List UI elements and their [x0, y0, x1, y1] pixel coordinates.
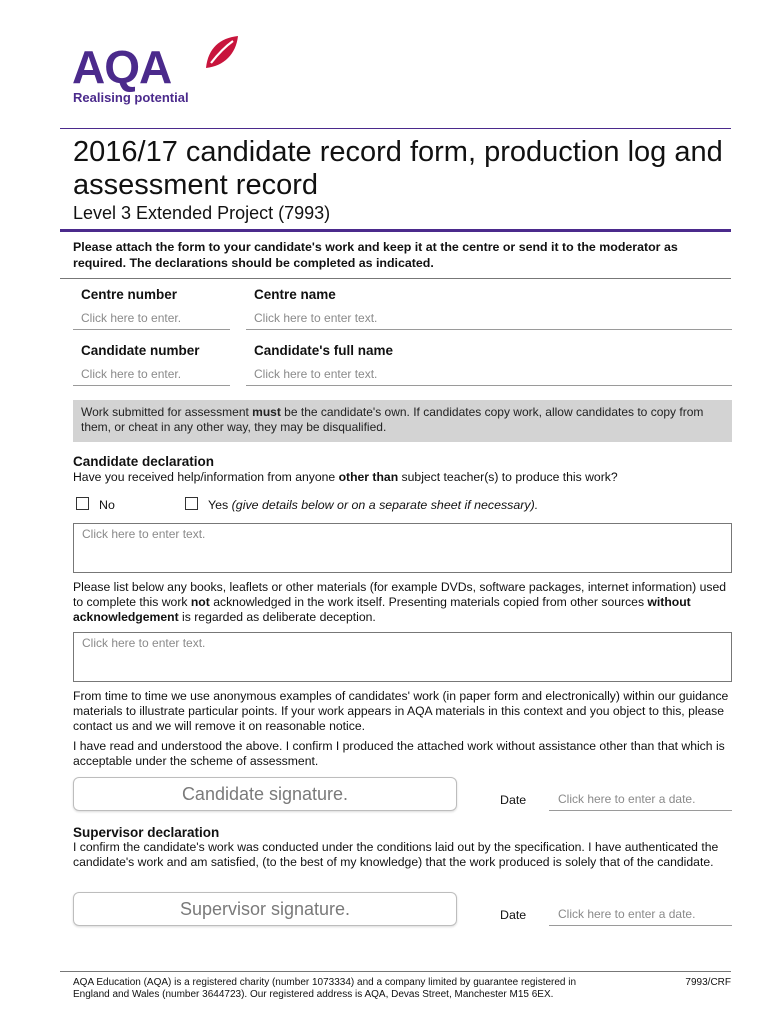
- notice-text-start: Work submitted for assessment: [81, 405, 253, 419]
- footer-text: AQA Education (AQA) is a registered charity (number 1073334) and a company limited by guarantee registered in England and Wales (number 3644723). Our registered address is AQA, Devas Street, Manchester M15 6EX.: [73, 977, 577, 1000]
- help-question: [73, 470, 738, 485]
- logo-tagline: Realising potential: [73, 90, 189, 105]
- header-rule: [60, 128, 731, 129]
- title-rule: [60, 229, 731, 232]
- page-title: 2016/17 candidate record form, production log and assessment record: [73, 136, 723, 201]
- materials-text-3: is regarded as deliberate deception.: [178, 609, 376, 624]
- supervisor-declaration-text: I confirm the candidate's work was conducted under the conditions laid out by the specification. I have authenticated the candidate's work and am satisfied, (to the best of my knowledge) that the work produced is solely that of the candidate.: [73, 840, 719, 869]
- candidate-name-field[interactable]: Click here to enter text.: [246, 366, 732, 386]
- supervisor-date-label: Date: [500, 908, 527, 922]
- materials-emphasis-without: without acknowledgement: [73, 594, 691, 624]
- supervisor-date-field[interactable]: Click here to enter a date.: [549, 906, 732, 926]
- instructions-rule: [60, 278, 731, 279]
- plagiarism-notice: [73, 400, 732, 442]
- centre-number-label: Centre number: [81, 287, 178, 302]
- centre-name-label: Centre name: [254, 287, 336, 302]
- candidate-name-label: Candidate's full name: [254, 343, 393, 358]
- help-question-emphasis: other than: [338, 470, 399, 484]
- anonymous-use-text: From time to time we use anonymous examples of candidates' work (in paper form and electronically) within our guidance materials to illustrate particular points. If your work appears in AQA materials in this context and you object to this, please contact us and we will remove it on reasonable notice.: [73, 689, 729, 733]
- leaf-icon: [202, 34, 240, 70]
- candidate-number-label: Candidate number: [81, 343, 200, 358]
- yes-label-text: Yes: [208, 498, 229, 512]
- yes-label: [208, 498, 538, 512]
- form-code: 7993/CRF: [685, 977, 731, 988]
- supervisor-signature-field[interactable]: Supervisor signature.: [73, 892, 457, 926]
- candidate-date-field[interactable]: Click here to enter a date.: [549, 791, 732, 811]
- no-checkbox[interactable]: [76, 497, 89, 510]
- yes-checkbox[interactable]: [185, 497, 198, 510]
- notice-emphasis: must: [252, 405, 281, 419]
- notice-text-end: be the candidate's own. If candidates copy work, allow candidates to copy from them, or cheat in any other way, they may be disqualified.: [81, 405, 704, 434]
- candidate-declaration-heading: Candidate declaration: [73, 454, 215, 469]
- instructions-text: Please attach the form to your candidate's work and keep it at the centre or send it to the moderator as required. The declarations should be completed as indicated.: [73, 240, 678, 270]
- help-question-start: Have you received help/information from anyone: [73, 470, 339, 484]
- candidate-date-label: Date: [500, 793, 527, 807]
- materials-emphasis-not: not: [190, 594, 210, 609]
- candidate-number-field[interactable]: Click here to enter.: [73, 366, 230, 386]
- help-question-end: subject teacher(s) to produce this work?: [398, 470, 618, 484]
- materials-text-2: acknowledged in the work itself. Presenting materials copied from other sources: [209, 594, 648, 609]
- aqa-logo: [72, 34, 242, 109]
- centre-number-field[interactable]: Click here to enter.: [73, 310, 230, 330]
- centre-name-field[interactable]: Click here to enter text.: [246, 310, 732, 330]
- confirmation-text: I have read and understood the above. I confirm I produced the attached work without assistance other than that which is acceptable under the scheme of assessment.: [73, 739, 725, 768]
- materials-text-1: Please list below any books, leaflets or other materials (for example DVDs, software packages, internet information) used to complete this work: [73, 580, 727, 609]
- yes-label-note: (give details below or on a separate sheet if necessary).: [231, 498, 539, 512]
- no-label: No: [99, 498, 115, 512]
- materials-textbox[interactable]: Click here to enter text.: [73, 632, 732, 682]
- logo-wordmark: AQA: [72, 41, 172, 93]
- candidate-signature-field[interactable]: Candidate signature.: [73, 777, 457, 811]
- materials-instructions: [73, 580, 738, 624]
- footer-rule: [60, 971, 731, 972]
- supervisor-declaration-heading: Supervisor declaration: [73, 825, 220, 840]
- page-subtitle: Level 3 Extended Project (7993): [73, 203, 331, 223]
- help-details-textbox[interactable]: Click here to enter text.: [73, 523, 732, 573]
